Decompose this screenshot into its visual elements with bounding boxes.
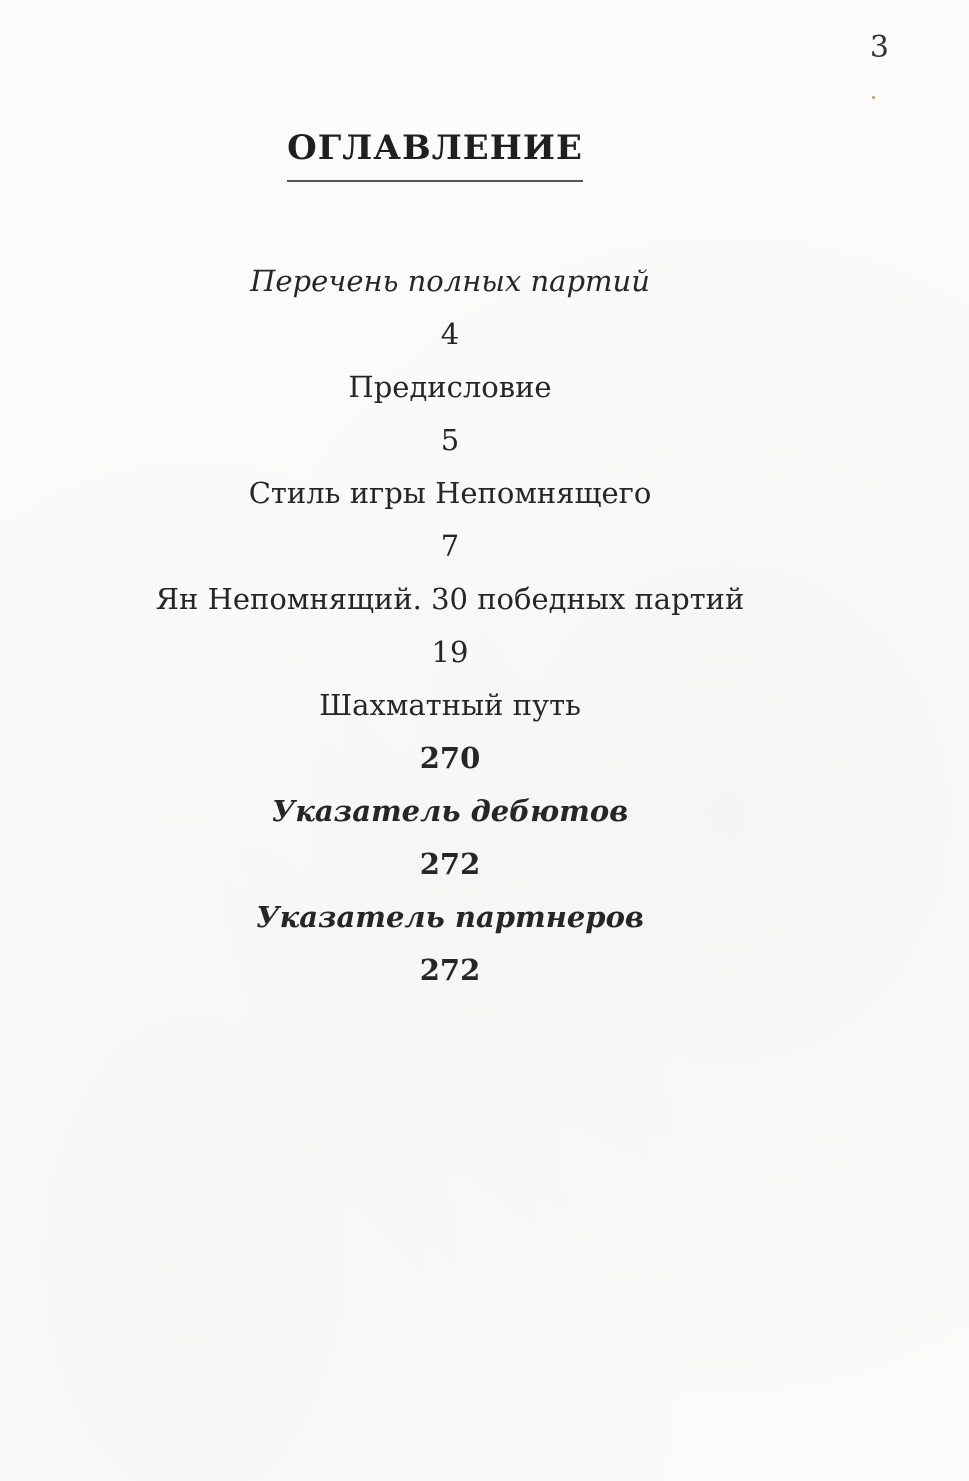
toc-entry-title: Шахматный путь — [319, 688, 581, 722]
toc-entry[interactable] — [0, 361, 900, 467]
toc-entry-page: 19 — [431, 635, 469, 669]
toc-entry-page: 7 — [440, 529, 460, 563]
toc-entry[interactable] — [0, 255, 900, 361]
page-number: 3 — [869, 30, 889, 65]
paper-speck — [872, 96, 875, 99]
toc-entry-title: Стиль игры Непомнящего — [248, 476, 652, 510]
toc-entry-page: 4 — [440, 317, 460, 351]
toc-entry-title: Указатель дебютов — [271, 794, 629, 828]
toc-entry[interactable] — [0, 785, 900, 891]
toc-entry-title: Указатель партнеров — [256, 900, 644, 934]
toc-entry[interactable] — [0, 891, 900, 997]
table-of-contents — [0, 255, 900, 997]
toc-entry[interactable] — [0, 679, 900, 785]
toc-entry-page: 5 — [440, 423, 460, 457]
toc-entry-page: 270 — [419, 741, 481, 775]
title-container — [0, 128, 870, 182]
toc-entry-page: 272 — [419, 953, 481, 987]
toc-entry[interactable] — [0, 467, 900, 573]
toc-entry[interactable] — [0, 573, 900, 679]
contents-title: ОГЛАВЛЕНИЕ — [287, 128, 583, 182]
toc-entry-page: 272 — [419, 847, 481, 881]
toc-entry-title: Перечень полных партий — [250, 264, 650, 298]
toc-entry-title: Ян Непомнящий. 30 победных партий — [155, 582, 745, 616]
toc-entry-title: Предисловие — [348, 370, 552, 404]
